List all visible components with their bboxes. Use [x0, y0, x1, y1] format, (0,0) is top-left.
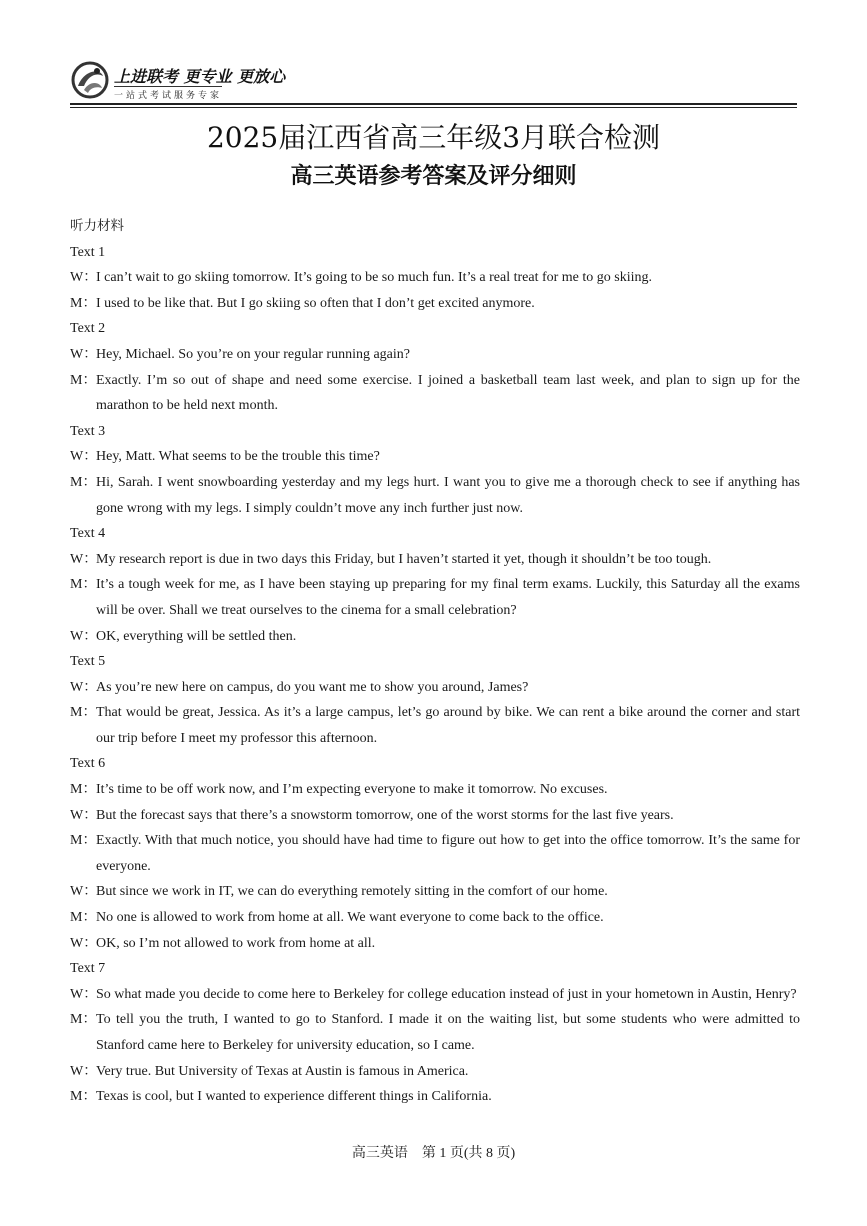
speaker: W：	[70, 346, 98, 362]
speaker: W：	[70, 679, 98, 695]
listening-transcript	[70, 214, 800, 1110]
text-block	[70, 240, 800, 317]
dialogue-line	[70, 879, 800, 905]
speaker: M：	[70, 705, 97, 721]
text-label: Text 6	[70, 756, 106, 772]
dialogue-line	[70, 624, 800, 650]
dialogue-line	[70, 1059, 800, 1085]
page-title: 2025届江西省高三年级3月联合检测	[206, 121, 661, 154]
text-label: Text 4	[70, 526, 106, 542]
header-divider-thin	[70, 107, 797, 108]
dialogue-line	[70, 931, 800, 957]
speaker: W：	[70, 1063, 98, 1079]
speaker: W：	[70, 807, 98, 823]
utterance: To tell you the truth, I wanted to go to Stanford. I made it on the waiting list, but some students who were admitted to Stanford came here to Berkeley for university education, so I came.	[96, 1012, 800, 1053]
utterance: But the forecast says that there’s a snowstorm tomorrow, one of the worst storms for the last five years.	[96, 807, 674, 823]
dialogue-line	[70, 1007, 800, 1058]
text-block	[70, 419, 800, 521]
text-label: Text 2	[70, 321, 106, 337]
speaker: M：	[70, 1012, 97, 1028]
speaker: W：	[70, 884, 98, 900]
utterance: I used to be like that. But I go skiing so often that I don’t get excited anymore.	[96, 295, 535, 311]
dialogue-line	[70, 675, 800, 701]
dialogue-line	[70, 803, 800, 829]
utterance: No one is allowed to work from home at all. We want everyone to come back to the office.	[96, 910, 604, 926]
utterance: Very true. But University of Texas at Austin is famous in America.	[96, 1063, 469, 1079]
dialogue-line	[70, 342, 800, 368]
page-footer: 高三英语 第 1 页(共 8 页)	[351, 1146, 516, 1161]
utterance: But since we work in IT, we can do everything remotely sitting in the comfort of our home.	[96, 884, 608, 900]
speaker: W：	[70, 270, 98, 286]
dialogue-line	[70, 700, 800, 751]
utterance: Hey, Matt. What seems to be the trouble this time?	[96, 449, 380, 465]
text-label: Text 3	[70, 423, 106, 439]
speaker: W：	[70, 628, 98, 644]
dialogue-line	[70, 470, 800, 521]
dialogue-line	[70, 572, 800, 623]
text-label: Text 5	[70, 654, 106, 670]
speaker: M：	[70, 1089, 97, 1105]
utterance: Exactly. With that much notice, you should have had time to figure out how to get into the office tomorrow. It’s the same for everyone.	[96, 833, 800, 874]
utterance: Hey, Michael. So you’re on your regular running again?	[96, 346, 410, 362]
brand-slogan: 上进联考 更专业 更放心	[114, 67, 286, 86]
utterance: Hi, Sarah. I went snowboarding yesterday and my legs hurt. I want you to give me a thorough check to see if anything has gone wrong with my legs. I simply couldn’t move any inch further just now.	[96, 474, 800, 516]
speaker: M：	[70, 910, 97, 926]
brand-sub-slogan: 一站式考试服务专家	[114, 86, 222, 101]
speaker: M：	[70, 833, 97, 849]
text-label: Text 7	[70, 961, 106, 977]
utterance: Exactly. I’m so out of shape and need some exercise. I joined a basketball team last week, and plan to sign up for the marathon to be held next month.	[96, 372, 800, 414]
dialogue-line	[70, 265, 800, 291]
text-block	[70, 316, 800, 418]
dialogue-line	[70, 368, 800, 419]
utterance: It’s time to be off work now, and I’m expecting everyone to make it tomorrow. No excuses.	[96, 782, 608, 798]
text-label: Text 1	[70, 244, 106, 260]
speaker: M：	[70, 577, 97, 593]
text-block	[70, 956, 800, 1110]
header-divider	[70, 103, 797, 105]
utterance: My research report is due in two days this Friday, but I haven’t started it yet, though it shouldn’t be too tough.	[96, 551, 712, 567]
dialogue-line	[70, 828, 800, 879]
utterance: OK, so I’m not allowed to work from home at all.	[96, 935, 376, 951]
brand-logo	[70, 60, 300, 102]
swirl-logo-icon	[70, 60, 110, 100]
dialogue-line	[70, 444, 800, 470]
section-label: 听力材料	[70, 218, 124, 234]
speaker: W：	[70, 986, 98, 1002]
utterance: I can’t wait to go skiing tomorrow. It’s going to be so much fun. It’s a real treat for me to go skiing.	[96, 270, 653, 286]
utterance: That would be great, Jessica. As it’s a large campus, let’s go around by bike. We can rent a bike around the corner and start our trip before I meet my professor this afternoon.	[96, 705, 800, 746]
utterance: As you’re new here on campus, do you want me to show you around, James?	[96, 679, 529, 695]
utterance: Texas is cool, but I wanted to experience different things in California.	[96, 1089, 492, 1105]
dialogue-line	[70, 1084, 800, 1110]
speaker: W：	[70, 551, 98, 567]
dialogue-line	[70, 547, 800, 573]
utterance: So what made you decide to come here to Berkeley for college education instead of just in your hometown in Austin, Henry?	[96, 986, 797, 1002]
speaker: W：	[70, 449, 98, 465]
speaker: M：	[70, 372, 97, 388]
text-block	[70, 649, 800, 751]
speaker: W：	[70, 935, 98, 951]
dialogue-line	[70, 291, 800, 317]
text-block	[70, 751, 800, 956]
speaker: M：	[70, 782, 97, 798]
dialogue-line	[70, 982, 800, 1008]
page-subtitle: 高三英语参考答案及评分细则	[290, 164, 577, 189]
speaker: M：	[70, 474, 97, 490]
text-block	[70, 521, 800, 649]
speaker: M：	[70, 295, 97, 311]
utterance: It’s a tough week for me, as I have been staying up preparing for my final term exams. Luckily, this Saturday all the exams will be over. Shall we treat ourselves to the cinema for a small celebration?	[96, 577, 800, 618]
dialogue-line	[70, 777, 800, 803]
utterance: OK, everything will be settled then.	[96, 628, 297, 644]
dialogue-line	[70, 905, 800, 931]
